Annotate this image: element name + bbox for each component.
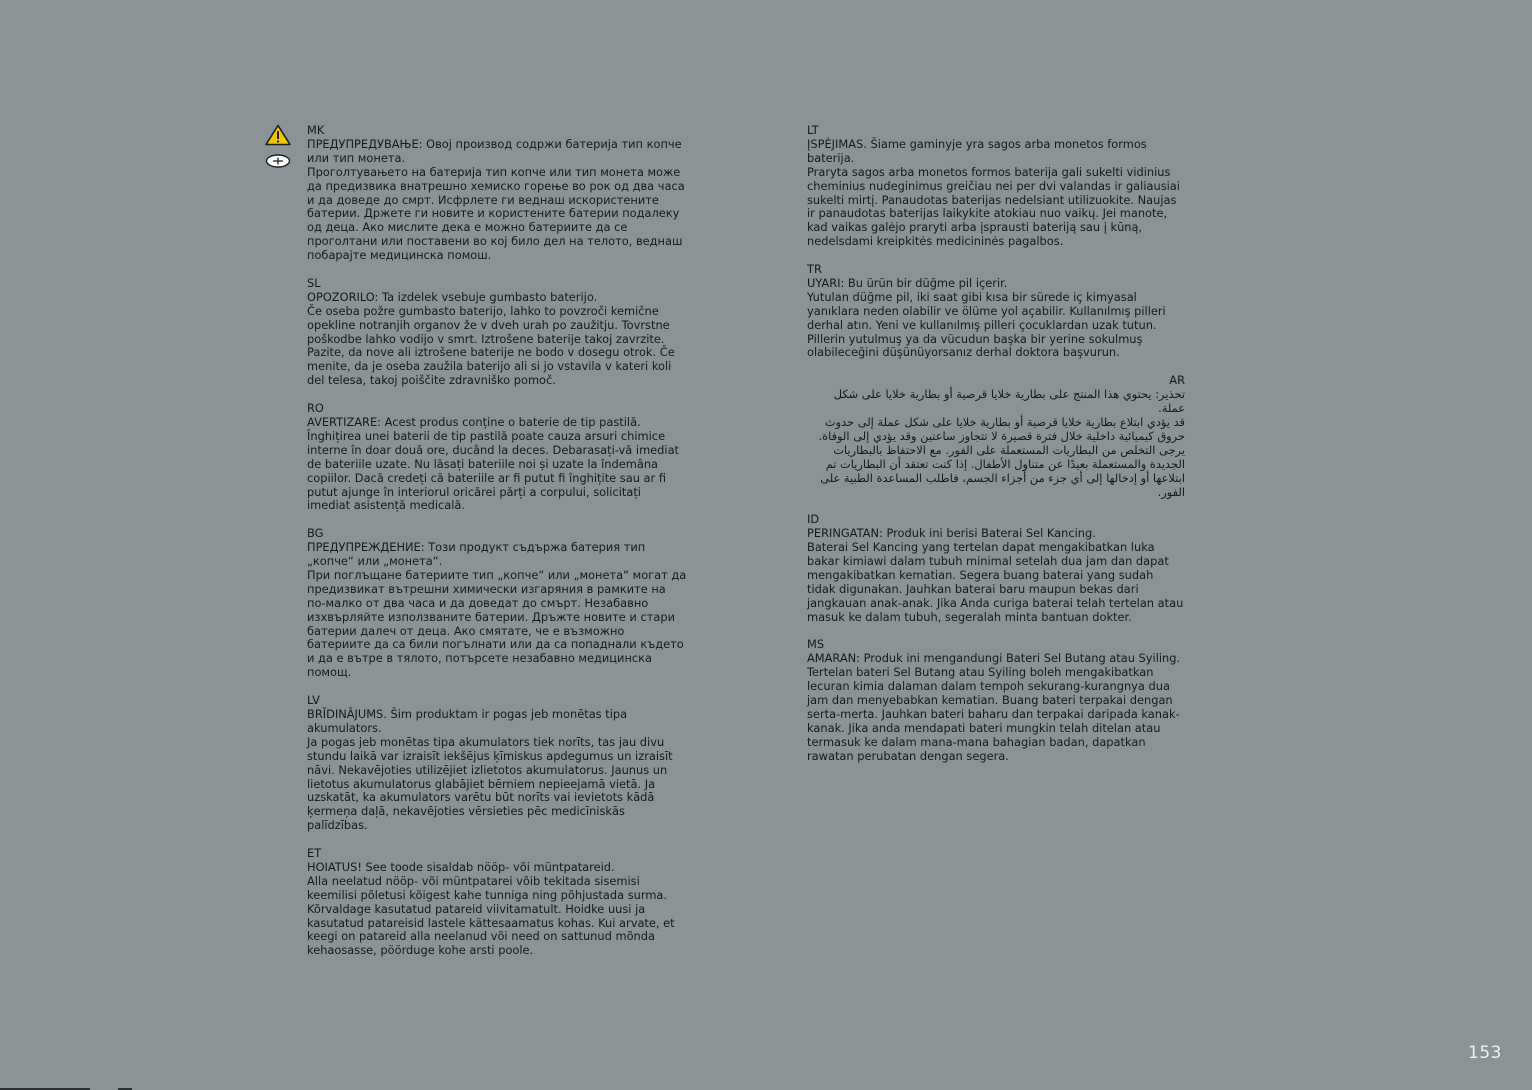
warning-heading: HOIATUS! See toode sisaldab nööp- või müntpatareid.: [307, 859, 615, 874]
page-number: 153: [1468, 1043, 1502, 1063]
warning-heading: AVERTIZARE: Acest produs conține o baterie de tip pastilă.: [307, 415, 641, 429]
warning-body: При поглъщане батериите тип „копче“ или „монета“ могат да предизвикат вътрешни химически изгаряния в рамките на по-малко от два часа и да доведат до смърт. Незабавно изхвърляйте използваните батерии. Дръжте новите и стари батерии далеч от деца. Ако смятате, че е възможно батериите да са били погълнати или да са попаднали където и да е вътре в тялото, потърсете незабавно медицинска помощ.: [307, 567, 687, 680]
language-code: MK: [307, 123, 325, 137]
warning-body: Yutulan düğme pil, iki saat gibi kısa bir sürede iç kimyasal yanıklara neden olabilir ve ölüme yol açabilir. Kullanılmış pilleri derhal atın. Yeni ve kullanılmış pilleri çocuklardan uzak tutun. Pillerin yutulmuş ya da vücudun başka bir yerine sokulmuş olabileceğini düşünüyorsanız derhal doktora başvurun.: [807, 289, 1166, 360]
language-code: LV: [307, 693, 320, 708]
icon-stack: [265, 124, 293, 169]
warning-body: Praryta sagos arba monetos formos baterija gali sukelti vidinius cheminius nudeginimus greičiau nei per dvi valandas ir galiausiai sukelti mirtį. Panaudotas baterijas nedelsiant utilizuokite. Naujas ir panaudotas baterijas laikykite atokiau nuo vaikų. Jei manote, kad vaikas galėjo praryti arba įsprausti bateriją sau į kūną, nedelsdami kreipkitės medicininės pagalbos.: [807, 164, 1180, 249]
language-code: RO: [307, 401, 324, 416]
warning-heading: BRĪDINĀJUMS. Šim produktam ir pogas jeb monētas tipa akumulators.: [307, 707, 628, 735]
warning-body: Înghițirea unei baterii de tip pastilă poate cauza arsuri chimice interne în doar două ore, ducând la deces. Debarasați-vă imediat de bateriile uzate. Nu lăsați bateriile noi și uzate la îndemâna copiilor. Dacă credeți că bateriile ar fi putut fi înghițite sau ar fi putut ajunge în interiorul oricărei părți a corpului, solicitați imediat asistență medicală.: [307, 428, 680, 513]
section-ar: [807, 374, 1185, 499]
section-et: [307, 847, 687, 958]
warning-heading: ПРЕДУПРЕЖДЕНИЕ: Този продукт съдържа батерия тип „копче“ или „монета“.: [307, 540, 646, 569]
section-lt: [807, 124, 1185, 249]
section-tr: [807, 263, 1185, 360]
coin-battery-icon: [265, 153, 291, 169]
warning-body: Če oseba požre gumbasto baterijo, lahko to povzroči kemične opekline notranjih organov že v dveh urah po zaužitju. Tovrstne poškodbe lahko vodijo v smrt. Iztrošene baterije takoj zavrzite. Pazite, da nove ali iztrošene baterije ne bodo v dosegu otrok. Če menite, da je oseba zaužila baterijo ali si jo vstavila v kateri koli del telesa, takoj poiščite zdravniško pomoč.: [307, 303, 675, 388]
section-mk: [307, 124, 687, 263]
warning-heading: ПРЕДУПРЕДУВАЊЕ: Овој производ содржи батерија тип копче или тип монета.: [307, 136, 682, 165]
section-id: [807, 513, 1185, 624]
warning-heading: OPOZORILO: Ta izdelek vsebuje gumbasto baterijo.: [307, 289, 598, 304]
warning-heading: ĮSPĖJIMAS. Šiame gaminyje yra sagos arba monetos formos baterija.: [807, 136, 1147, 165]
warning-body: Tertelan bateri Sel Butang atau Syiling boleh mengakibatkan lecuran kimia dalaman dalam tempoh sekurang-kurangnya dua jam dan menyebabkan kematian. Buang bateri terpakai dengan serta-merta. Jauhkan bateri baharu dan terpakai daripada kanak-kanak. Jika anda mendapati bateri mungkin telah ditelan atau termasuk ke dalam mana-mana bahagian badan, dapatkan rawatan perubatan dengan segera.: [807, 665, 1180, 763]
warning-body: قد يؤدي ابتلاع بطارية خلايا قرصية أو بطارية خلايا على شكل عملة إلى حدوث حروق كيميائية داخلية خلال فترة قصيرة لا تتجاوز ساعتين وقد يؤدي إلى الوفاة. يرجى التخلص من البطاريات المستعملة على الفور. مع الاحتفاظ بالبطاريات الجديدة والمستعملة بعيدًا عن متناول الأطفال. إذا كنت تعتقد أن البطاريات تم ابتلاعها أو إدخالها إلى أي جزء من أجزاء الجسم، فاطلب المساعدة الطبية على الفور.: [818, 415, 1185, 499]
warning-heading: تحذير: يحتوي هذا المنتج على بطارية خلايا قرصية أو بطارية خلايا على شكل عملة.: [833, 387, 1185, 416]
warning-triangle-icon: [265, 124, 291, 146]
section-sl: [307, 277, 687, 388]
language-code: MS: [807, 637, 825, 652]
warning-body: Проголтувањето на батерија тип копче или тип монета може да предизвика внатрешно хемиско горење во рок од два часа и да доведе до смрт. Исфрлете ги веднаш искористените батерии. Држете ги новите и користените батерии подалеку од деца. Ако мислите дека е можно батериите да се проголтани или поставени во кој било дел на телото, веднаш побарајте медицинска помош.: [307, 164, 685, 263]
language-code: BG: [307, 526, 324, 541]
section-lv: [307, 694, 687, 833]
language-code: AR: [1169, 373, 1185, 388]
language-code: LT: [807, 123, 819, 137]
warning-body: Ja pogas jeb monētas tipa akumulators tiek norīts, tas jau divu stundu laikā var izraisīt iekšējus ķīmiskus apdegumus un izraisīt nāvi. Nekavējoties utilizējiet izlietotos akumulatorus. Jaunus un lietotus akumulatorus glabājiet bērniem nepieejamā vietā. Ja uzskatāt, ka akumulators varētu būt norīts vai ievietots kādā ķermeņa daļā, nekavējoties vērsieties pēc medicīniskās palīdzības.: [307, 734, 673, 833]
right-column: [807, 124, 1185, 778]
warning-heading: UYARI: Bu ürün bir düğme pil içerir.: [807, 275, 1008, 290]
language-code: ID: [807, 512, 820, 527]
language-code: TR: [807, 262, 822, 277]
section-bg: [307, 527, 687, 680]
warning-body: Alla neelatud nööp- või müntpatarei võib tekitada sisemisi keemilisi põletusi kõigest kahe tunniga ning põhjustada surma. Kõrvaldage kasutatud patareid viivitamatult. Hoidke uusi ja kasutatud patareisid lastele kättesaamatus kohas. Kui arvate, et keegi on patareid alla neelanud või need on sattunud mõnda kehaosasse, pöörduge kohe arsti poole.: [307, 873, 675, 958]
section-ms: [807, 638, 1185, 763]
section-ro: [307, 402, 687, 513]
language-code: SL: [307, 275, 321, 290]
warning-heading: PERINGATAN: Produk ini berisi Baterai Sel Kancing.: [807, 526, 1096, 541]
warning-body: Baterai Sel Kancing yang tertelan dapat mengakibatkan luka bakar kimiawi dalam tubuh minimal setelah dua jam dan dapat mengakibatkan kematian. Segera buang baterai yang sudah tidak digunakan. Jauhkan baterai baru maupun bekas dari jangkauan anak-anak. Jika Anda curiga baterai telah tertelan atau masuk ke dalam tubuh, segeralah minta bantuan dokter.: [807, 540, 1184, 624]
left-column: [307, 124, 687, 972]
language-code: ET: [307, 846, 322, 861]
warning-heading: AMARAN: Produk ini mengandungi Bateri Sel Butang atau Syiling.: [807, 651, 1181, 666]
